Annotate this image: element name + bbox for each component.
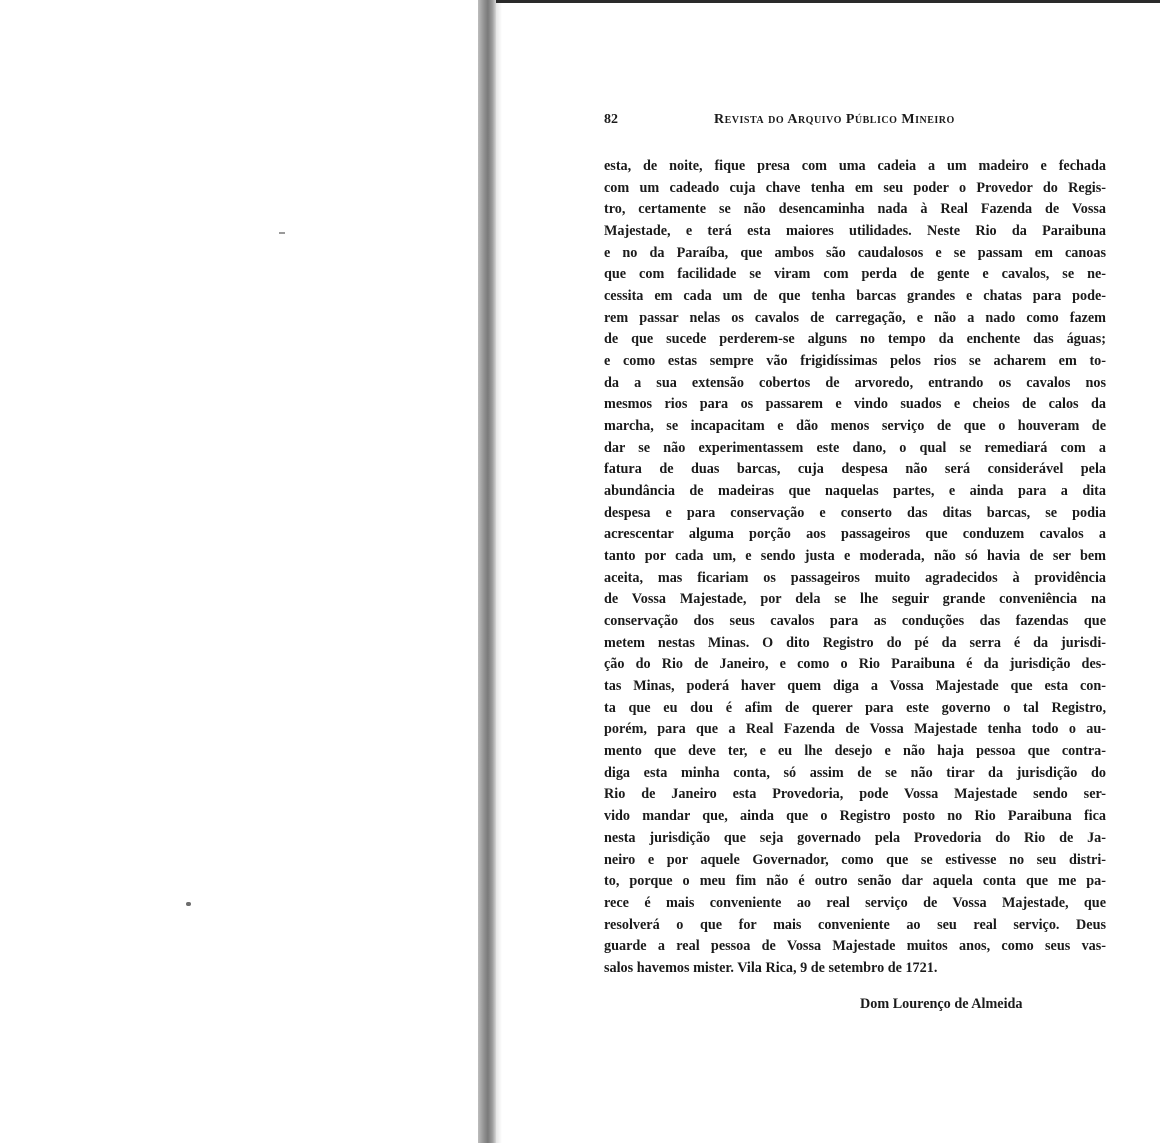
text-line: e no da Paraíba, que ambos são caudalosos e se passam em canoas xyxy=(604,244,1106,261)
text-line: que com facilidade se viram com perda de gente e cavalos, se ne- xyxy=(604,266,1106,283)
text-line: e como estas sempre vão frigidíssimas pelos rios se acharem em to- xyxy=(604,353,1106,370)
text-line: de que sucede perderem-se alguns no tempo da enchente das águas; xyxy=(604,331,1106,348)
text-line: fatura de duas barcas, cuja despesa não será considerável pela xyxy=(604,461,1106,478)
text-line: de Vossa Majestade, por dela se lhe seguir grande conveniência na xyxy=(604,591,1106,608)
text-line: metem nestas Minas. O dito Registro do pé da serra é da jurisdi- xyxy=(604,634,1106,651)
text-line: guarde a real pessoa de Vossa Majestade muitos anos, como seus vas- xyxy=(604,938,1106,955)
text-line: despesa e para conservação e conserto das ditas barcas, se podia xyxy=(604,504,1106,521)
text-line: dar se não experimentassem este dano, o qual se remediará com a xyxy=(604,439,1106,456)
journal-title: Revista do Arquivo Público Mineiro xyxy=(714,112,955,127)
text-line: rem passar nelas os cavalos de carregação, e não a nado como fazem xyxy=(604,309,1106,326)
page-top-edge xyxy=(496,0,1160,3)
left-blank-page xyxy=(0,0,478,1143)
text-line: to, porque o meu fim não é outro senão dar aquela conta que me pa- xyxy=(604,873,1106,890)
text-line: da a sua extensão cobertos de arvoredo, entrando os cavalos nos xyxy=(604,374,1106,391)
scan-speck xyxy=(186,902,191,906)
text-line: marcha, se incapacitam e dão menos serviço de que o houveram de xyxy=(604,418,1106,435)
text-line: mesmos rios para os passarem e vindo suados e cheios de calos da xyxy=(604,396,1106,413)
text-line: tas Minas, poderá haver quem diga a Vossa Majestade que esta con- xyxy=(604,678,1106,695)
text-line: esta, de noite, fique presa com uma cadeia a um madeiro e fechada xyxy=(604,158,1106,174)
text-line: porém, para que a Real Fazenda de Vossa Majestade tenha todo o au- xyxy=(604,721,1106,738)
text-line: diga esta minha conta, só assim de se não tirar da jurisdição do xyxy=(604,764,1106,781)
text-line: cessita em cada um de que tenha barcas grandes e chatas para pode- xyxy=(604,288,1106,305)
text-line: Rio de Janeiro esta Provedoria, pode Vossa Majestade sendo ser- xyxy=(604,786,1106,803)
right-page xyxy=(604,112,1106,1012)
text-line: rece é mais conveniente ao real serviço de Vossa Majestade, que xyxy=(604,894,1106,911)
text-line: ção do Rio de Janeiro, e como o Rio Paraibuna é da jurisdição des- xyxy=(604,656,1106,673)
letter-body xyxy=(604,156,1106,980)
page-number: 82 xyxy=(604,112,618,127)
book-gutter-shadow xyxy=(478,0,496,1143)
text-line: aceita, mas ficariam os passageiros muito agradecidos à providência xyxy=(604,569,1106,586)
text-line: neiro e por aquele Governador, como que se estivesse no seu distri- xyxy=(604,851,1106,868)
text-line: nesta jurisdição que seja governado pela Provedoria do Rio de Ja- xyxy=(604,829,1106,846)
gutter-edge xyxy=(496,0,502,1143)
running-head xyxy=(604,112,1106,134)
text-line: salos havemos mister. Vila Rica, 9 de setembro de 1721. xyxy=(604,959,938,976)
text-line: mento que deve ter, e eu lhe desejo e não haja pessoa que contra- xyxy=(604,743,1106,760)
text-line: vido mandar que, ainda que o Registro posto no Rio Paraibuna fica xyxy=(604,808,1106,825)
text-line: tanto por cada um, e sendo justa e moderada, não só havia de ser bem xyxy=(604,548,1106,565)
text-line: conservação dos seus cavalos para as conduções das fazendas que xyxy=(604,613,1106,630)
text-line: abundância de madeiras que naquelas partes, e ainda para a dita xyxy=(604,483,1106,500)
text-line: ta que eu dou é afim de querer para este governo o tal Registro, xyxy=(604,699,1106,716)
signature: Dom Lourenço de Almeida xyxy=(860,996,1023,1012)
text-line: Majestade, e terá esta maiores utilidades. Neste Rio da Paraibuna xyxy=(604,223,1106,240)
text-line: tro, certamente se não desencaminha nada à Real Fazenda de Vossa xyxy=(604,201,1106,218)
text-line: acrescentar alguma porção aos passageiros que conduzem cavalos a xyxy=(604,526,1106,543)
scan-speck xyxy=(279,232,285,234)
text-line: resolverá o que for mais conveniente ao seu real serviço. Deus xyxy=(604,916,1106,933)
text-line: com um cadeado cuja chave tenha em seu poder o Provedor do Regis- xyxy=(604,179,1106,196)
